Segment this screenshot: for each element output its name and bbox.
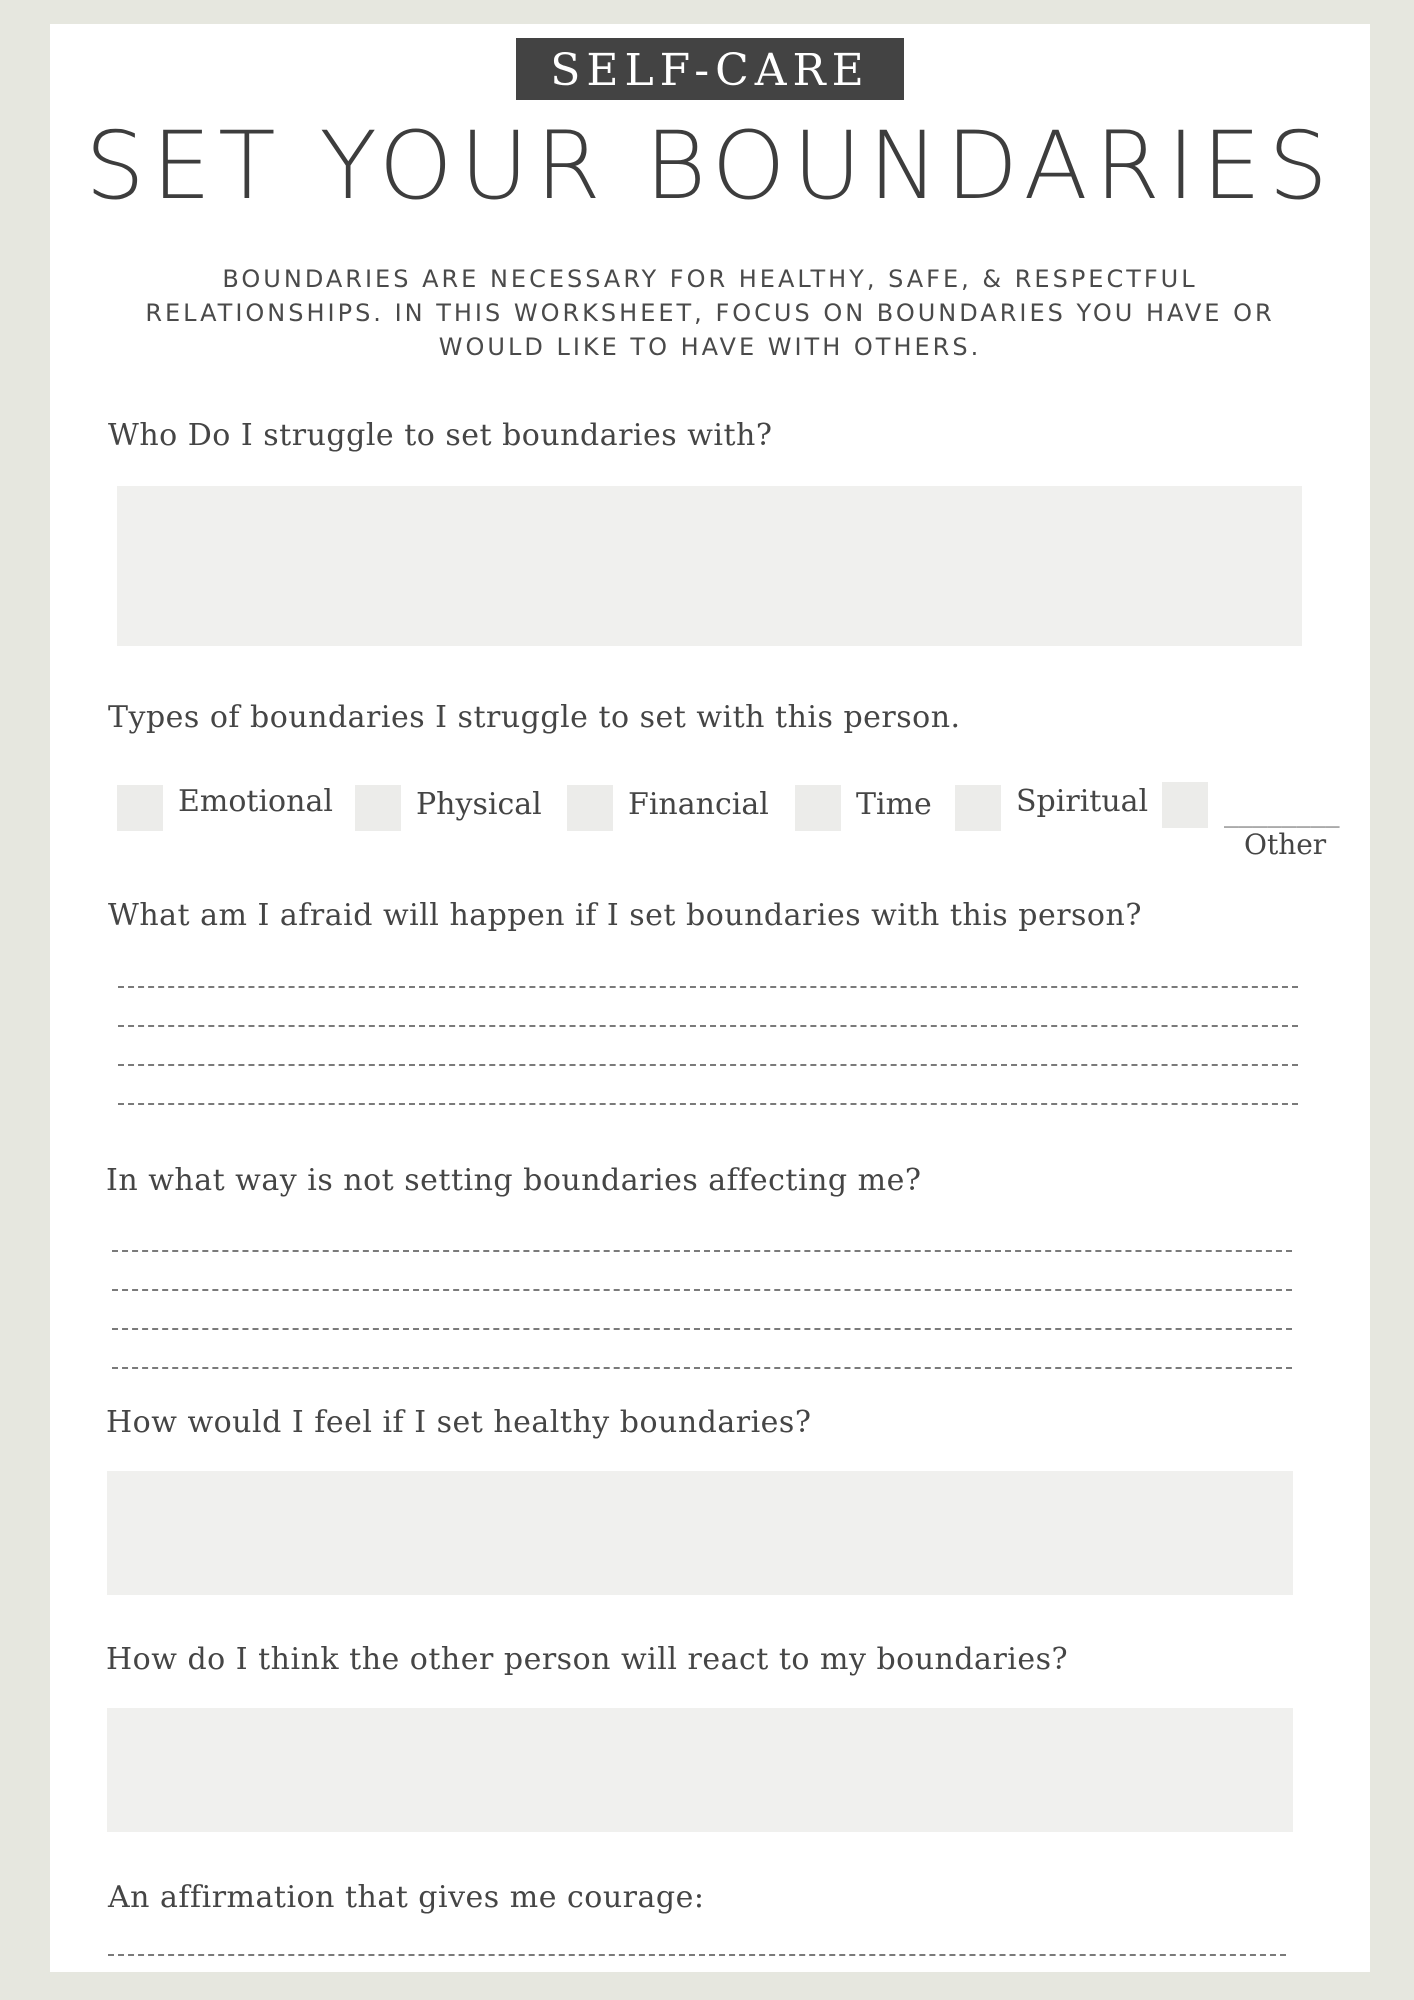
checkbox-other[interactable] (1162, 782, 1208, 828)
answer-line-affecting-4[interactable] (112, 1367, 1292, 1369)
checkbox-physical[interactable] (355, 785, 401, 831)
question-feel-healthy: How would I feel if I set healthy boundaries? (106, 1405, 812, 1440)
answer-box-who-struggle[interactable] (117, 486, 1302, 646)
answer-box-other-react[interactable] (107, 1708, 1293, 1832)
answer-line-afraid-2[interactable] (118, 1025, 1298, 1027)
question-who-struggle: Who Do I struggle to set boundaries with? (108, 418, 773, 453)
label-physical: Physical (416, 787, 542, 822)
worksheet-page (50, 24, 1370, 1972)
question-other-react: How do I think the other person will react to my boundaries? (106, 1642, 1069, 1677)
label-financial: Financial (628, 787, 769, 822)
answer-line-affecting-1[interactable] (112, 1250, 1292, 1252)
other-blank[interactable]: ________ (1224, 800, 1340, 828)
checkbox-emotional[interactable] (117, 785, 163, 831)
answer-line-afraid-4[interactable] (118, 1103, 1298, 1105)
question-boundary-types: Types of boundaries I struggle to set with this person. (108, 700, 961, 735)
page-subtitle: BOUNDARIES ARE NECESSARY FOR HEALTHY, SAFE, & RESPECTFUL RELATIONSHIPS. IN THIS WORKSHEET, FOCUS ON BOUNDARIES YOU HAVE OR WOULD LIKE TO HAVE WITH OTHERS. (145, 265, 1275, 361)
label-other: Other (1244, 828, 1327, 861)
answer-line-affirmation[interactable] (108, 1954, 1286, 1956)
label-time: Time (856, 787, 932, 822)
question-afraid: What am I afraid will happen if I set boundaries with this person? (108, 898, 1142, 933)
checkbox-time[interactable] (795, 785, 841, 831)
answer-line-affecting-3[interactable] (112, 1328, 1292, 1330)
checkbox-spiritual[interactable] (955, 785, 1001, 831)
label-emotional: Emotional (178, 784, 333, 819)
answer-line-afraid-1[interactable] (118, 986, 1298, 988)
label-spiritual: Spiritual (1016, 784, 1149, 819)
question-affecting-me: In what way is not setting boundaries affecting me? (106, 1163, 922, 1198)
question-affirmation: An affirmation that gives me courage: (108, 1880, 705, 1915)
page-title: SET YOUR BOUNDARIES (85, 112, 1335, 221)
checkbox-financial[interactable] (567, 785, 613, 831)
answer-line-afraid-3[interactable] (118, 1064, 1298, 1066)
answer-box-feel-healthy[interactable] (107, 1471, 1293, 1595)
answer-line-affecting-2[interactable] (112, 1289, 1292, 1291)
category-badge: SELF-CARE (516, 38, 904, 100)
